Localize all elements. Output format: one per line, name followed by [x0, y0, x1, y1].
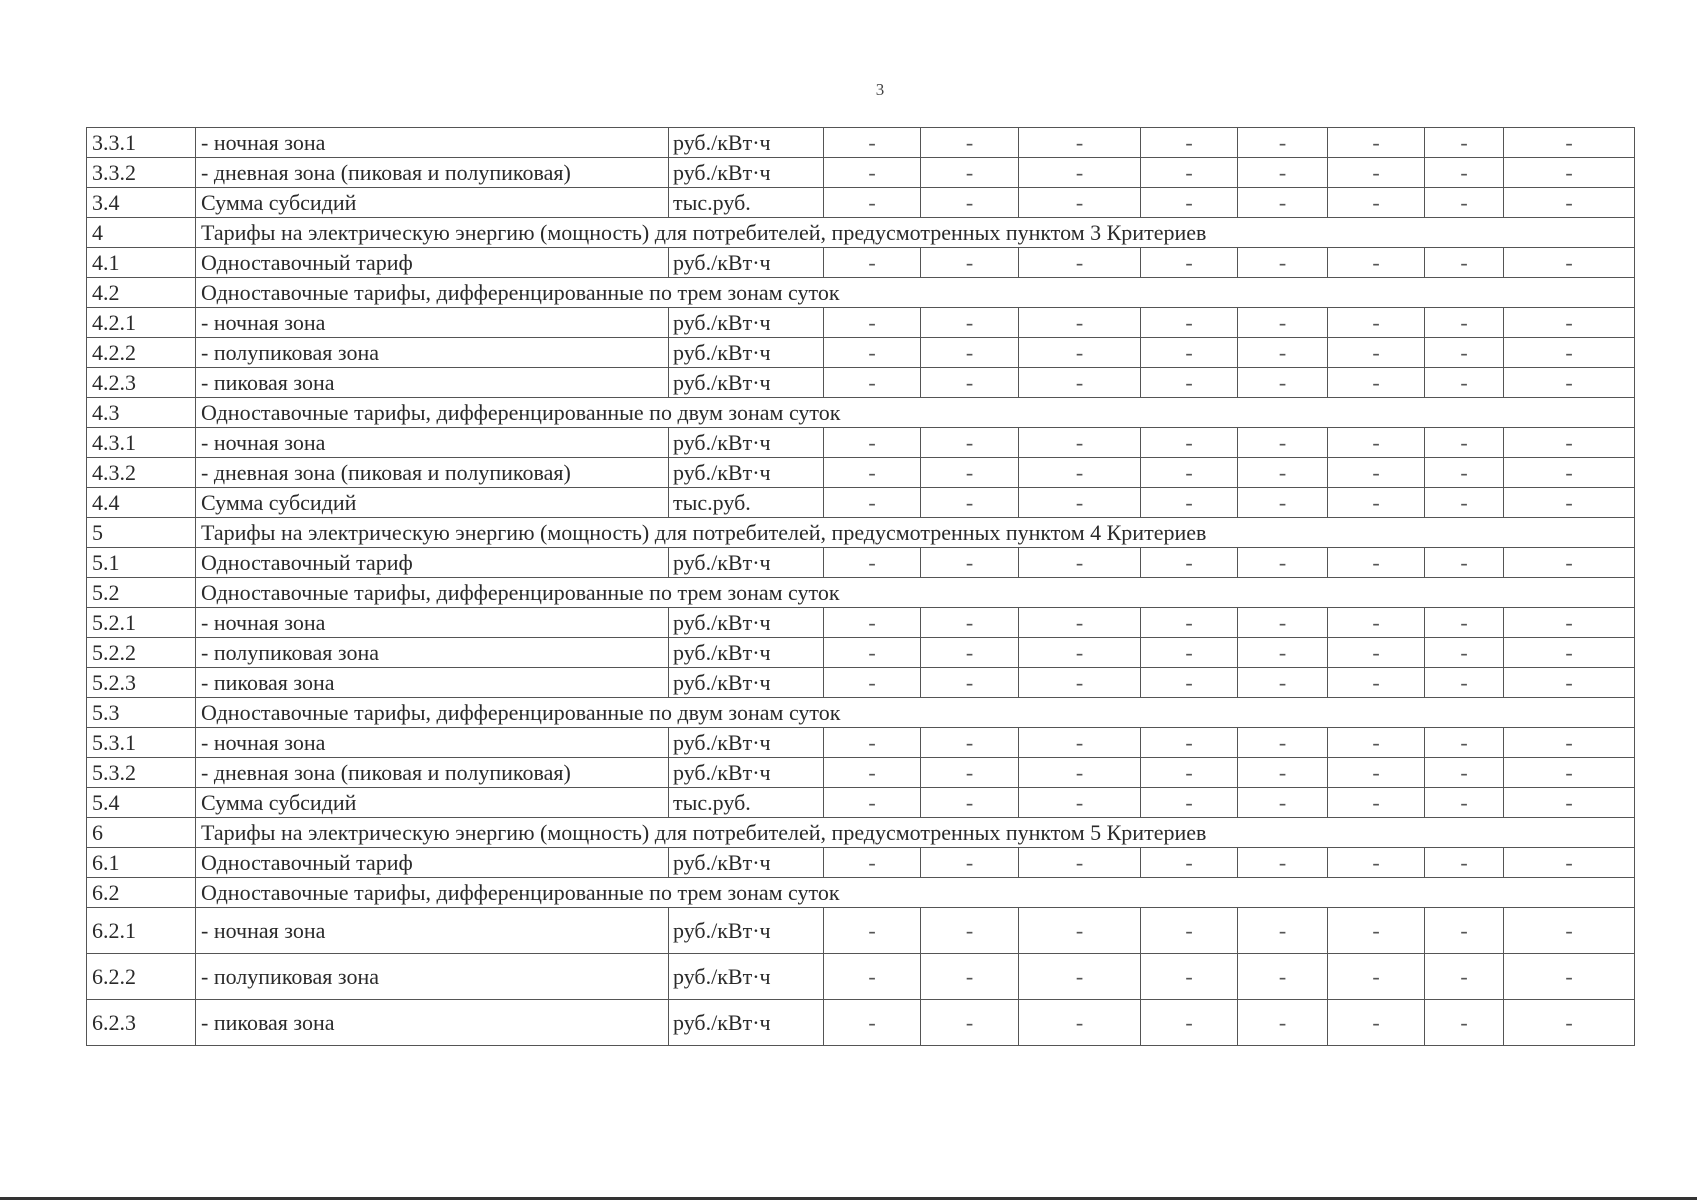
row-name: - полупиковая зона [196, 338, 669, 368]
table-row [87, 908, 1635, 954]
row-number: 6 [87, 818, 196, 848]
table-row [87, 728, 1635, 758]
value-cell: - [921, 188, 1019, 218]
value-cell: - [1238, 188, 1328, 218]
value-cell: - [1328, 158, 1425, 188]
value-cell: - [921, 908, 1019, 954]
section-row [87, 278, 1635, 308]
value-cell: - [1141, 428, 1238, 458]
tariff-table-body [87, 128, 1635, 1046]
row-number: 4.3.1 [87, 428, 196, 458]
section-title: Тарифы на электрическую энергию (мощность) для потребителей, предусмотренных пунктом 5 Критериев [196, 818, 1635, 848]
value-cell: - [824, 488, 921, 518]
value-cell: - [1425, 758, 1504, 788]
row-unit: руб./кВт·ч [669, 954, 824, 1000]
row-name: Сумма субсидий [196, 788, 669, 818]
section-title: Тарифы на электрическую энергию (мощность) для потребителей, предусмотренных пунктом 3 Критериев [196, 218, 1635, 248]
value-cell: - [1141, 788, 1238, 818]
table-row [87, 638, 1635, 668]
value-cell: - [1141, 608, 1238, 638]
value-cell: - [1504, 638, 1635, 668]
row-number: 5.3 [87, 698, 196, 728]
row-number: 4.2.1 [87, 308, 196, 338]
row-number: 3.3.2 [87, 158, 196, 188]
row-name: Одноставочный тариф [196, 548, 669, 578]
value-cell: - [1019, 428, 1141, 458]
value-cell: - [1328, 1000, 1425, 1046]
value-cell: - [824, 338, 921, 368]
section-title: Одноставочные тарифы, дифференцированные по трем зонам суток [196, 878, 1635, 908]
value-cell: - [824, 728, 921, 758]
value-cell: - [1141, 488, 1238, 518]
row-name: - ночная зона [196, 308, 669, 338]
row-unit: руб./кВт·ч [669, 458, 824, 488]
value-cell: - [1425, 908, 1504, 954]
row-name: Одноставочный тариф [196, 848, 669, 878]
row-number: 5.2.3 [87, 668, 196, 698]
value-cell: - [1425, 338, 1504, 368]
value-cell: - [1504, 428, 1635, 458]
table-row [87, 1000, 1635, 1046]
value-cell: - [824, 638, 921, 668]
row-name: - полупиковая зона [196, 954, 669, 1000]
value-cell: - [1425, 848, 1504, 878]
table-row [87, 954, 1635, 1000]
value-cell: - [1425, 368, 1504, 398]
row-number: 4.4 [87, 488, 196, 518]
table-row [87, 128, 1635, 158]
value-cell: - [1019, 368, 1141, 398]
value-cell: - [1504, 908, 1635, 954]
value-cell: - [1425, 668, 1504, 698]
value-cell: - [1425, 728, 1504, 758]
row-unit: руб./кВт·ч [669, 128, 824, 158]
value-cell: - [1019, 908, 1141, 954]
value-cell: - [1019, 488, 1141, 518]
section-title: Одноставочные тарифы, дифференцированные по двум зонам суток [196, 698, 1635, 728]
value-cell: - [1504, 1000, 1635, 1046]
value-cell: - [1328, 728, 1425, 758]
value-cell: - [1328, 428, 1425, 458]
value-cell: - [1019, 1000, 1141, 1046]
value-cell: - [1425, 308, 1504, 338]
row-name: - ночная зона [196, 608, 669, 638]
row-number: 4.2.2 [87, 338, 196, 368]
row-unit: тыс.руб. [669, 788, 824, 818]
value-cell: - [1328, 668, 1425, 698]
value-cell: - [1425, 954, 1504, 1000]
value-cell: - [921, 728, 1019, 758]
value-cell: - [921, 848, 1019, 878]
row-name: - дневная зона (пиковая и полупиковая) [196, 758, 669, 788]
table-row [87, 548, 1635, 578]
row-unit: руб./кВт·ч [669, 548, 824, 578]
row-name: Сумма субсидий [196, 488, 669, 518]
row-name: - ночная зона [196, 908, 669, 954]
row-number: 4.2.3 [87, 368, 196, 398]
row-number: 4.1 [87, 248, 196, 278]
value-cell: - [1425, 428, 1504, 458]
table-row [87, 158, 1635, 188]
value-cell: - [1504, 308, 1635, 338]
value-cell: - [1504, 368, 1635, 398]
row-number: 5.4 [87, 788, 196, 818]
section-row [87, 518, 1635, 548]
value-cell: - [1328, 608, 1425, 638]
value-cell: - [921, 458, 1019, 488]
value-cell: - [921, 428, 1019, 458]
value-cell: - [921, 548, 1019, 578]
value-cell: - [1141, 308, 1238, 338]
row-number: 4.2 [87, 278, 196, 308]
value-cell: - [1504, 248, 1635, 278]
row-number: 4 [87, 218, 196, 248]
value-cell: - [824, 428, 921, 458]
row-unit: тыс.руб. [669, 488, 824, 518]
value-cell: - [921, 248, 1019, 278]
value-cell: - [1141, 248, 1238, 278]
value-cell: - [1141, 188, 1238, 218]
value-cell: - [1238, 368, 1328, 398]
value-cell: - [1504, 758, 1635, 788]
value-cell: - [1019, 788, 1141, 818]
row-unit: руб./кВт·ч [669, 608, 824, 638]
section-title: Одноставочные тарифы, дифференцированные по трем зонам суток [196, 278, 1635, 308]
table-row [87, 308, 1635, 338]
row-number: 4.3 [87, 398, 196, 428]
value-cell: - [1238, 954, 1328, 1000]
value-cell: - [1019, 128, 1141, 158]
value-cell: - [1425, 488, 1504, 518]
row-unit: руб./кВт·ч [669, 638, 824, 668]
value-cell: - [1425, 188, 1504, 218]
value-cell: - [1238, 128, 1328, 158]
table-row [87, 338, 1635, 368]
row-name: Сумма субсидий [196, 188, 669, 218]
value-cell: - [1425, 458, 1504, 488]
section-title: Тарифы на электрическую энергию (мощность) для потребителей, предусмотренных пунктом 4 Критериев [196, 518, 1635, 548]
tariff-table [86, 127, 1635, 1046]
value-cell: - [1504, 488, 1635, 518]
value-cell: - [1238, 638, 1328, 668]
value-cell: - [824, 788, 921, 818]
value-cell: - [824, 758, 921, 788]
value-cell: - [824, 608, 921, 638]
value-cell: - [1238, 158, 1328, 188]
row-name: - ночная зона [196, 128, 669, 158]
row-unit: руб./кВт·ч [669, 1000, 824, 1046]
row-number: 6.1 [87, 848, 196, 878]
value-cell: - [921, 668, 1019, 698]
value-cell: - [1425, 1000, 1504, 1046]
row-number: 3.3.1 [87, 128, 196, 158]
table-row [87, 788, 1635, 818]
value-cell: - [824, 158, 921, 188]
value-cell: - [921, 338, 1019, 368]
table-row [87, 248, 1635, 278]
row-number: 5.1 [87, 548, 196, 578]
value-cell: - [1425, 548, 1504, 578]
table-row [87, 458, 1635, 488]
value-cell: - [921, 758, 1019, 788]
value-cell: - [1019, 608, 1141, 638]
value-cell: - [1141, 158, 1238, 188]
section-row [87, 218, 1635, 248]
section-row [87, 398, 1635, 428]
value-cell: - [1238, 908, 1328, 954]
page-number: 3 [875, 80, 885, 99]
row-unit: руб./кВт·ч [669, 758, 824, 788]
value-cell: - [824, 368, 921, 398]
row-unit: руб./кВт·ч [669, 428, 824, 458]
section-row [87, 818, 1635, 848]
value-cell: - [824, 188, 921, 218]
row-unit: руб./кВт·ч [669, 668, 824, 698]
value-cell: - [1019, 848, 1141, 878]
value-cell: - [921, 488, 1019, 518]
value-cell: - [1141, 128, 1238, 158]
value-cell: - [921, 788, 1019, 818]
value-cell: - [1019, 668, 1141, 698]
value-cell: - [1504, 728, 1635, 758]
value-cell: - [1328, 954, 1425, 1000]
value-cell: - [1238, 848, 1328, 878]
section-row [87, 578, 1635, 608]
row-number: 5.2 [87, 578, 196, 608]
value-cell: - [1238, 308, 1328, 338]
value-cell: - [1425, 158, 1504, 188]
value-cell: - [921, 158, 1019, 188]
value-cell: - [1141, 954, 1238, 1000]
value-cell: - [1504, 338, 1635, 368]
value-cell: - [824, 128, 921, 158]
row-unit: тыс.руб. [669, 188, 824, 218]
value-cell: - [1328, 188, 1425, 218]
value-cell: - [1328, 908, 1425, 954]
value-cell: - [824, 848, 921, 878]
value-cell: - [1238, 758, 1328, 788]
value-cell: - [1141, 1000, 1238, 1046]
row-name: - пиковая зона [196, 368, 669, 398]
value-cell: - [1504, 788, 1635, 818]
value-cell: - [1141, 908, 1238, 954]
section-row [87, 878, 1635, 908]
value-cell: - [1238, 548, 1328, 578]
value-cell: - [1425, 128, 1504, 158]
row-number: 6.2.3 [87, 1000, 196, 1046]
value-cell: - [824, 668, 921, 698]
value-cell: - [1328, 788, 1425, 818]
value-cell: - [1238, 668, 1328, 698]
value-cell: - [1019, 338, 1141, 368]
table-row [87, 848, 1635, 878]
section-title: Одноставочные тарифы, дифференцированные по трем зонам суток [196, 578, 1635, 608]
row-name: - пиковая зона [196, 1000, 669, 1046]
row-number: 5.2.1 [87, 608, 196, 638]
value-cell: - [921, 128, 1019, 158]
value-cell: - [921, 954, 1019, 1000]
value-cell: - [824, 908, 921, 954]
row-name: - дневная зона (пиковая и полупиковая) [196, 158, 669, 188]
value-cell: - [1238, 788, 1328, 818]
value-cell: - [1504, 128, 1635, 158]
value-cell: - [1019, 188, 1141, 218]
value-cell: - [1019, 308, 1141, 338]
value-cell: - [1504, 668, 1635, 698]
table-row [87, 428, 1635, 458]
value-cell: - [1328, 368, 1425, 398]
value-cell: - [1328, 758, 1425, 788]
value-cell: - [1504, 608, 1635, 638]
section-row [87, 698, 1635, 728]
value-cell: - [1141, 548, 1238, 578]
value-cell: - [1504, 458, 1635, 488]
value-cell: - [824, 458, 921, 488]
value-cell: - [824, 1000, 921, 1046]
value-cell: - [1019, 158, 1141, 188]
table-row [87, 188, 1635, 218]
value-cell: - [1328, 848, 1425, 878]
value-cell: - [1238, 728, 1328, 758]
value-cell: - [824, 548, 921, 578]
value-cell: - [1425, 608, 1504, 638]
value-cell: - [1141, 848, 1238, 878]
value-cell: - [1328, 458, 1425, 488]
value-cell: - [1141, 758, 1238, 788]
table-row [87, 668, 1635, 698]
value-cell: - [1238, 338, 1328, 368]
row-number: 5 [87, 518, 196, 548]
value-cell: - [1425, 788, 1504, 818]
value-cell: - [1141, 458, 1238, 488]
value-cell: - [921, 638, 1019, 668]
table-row [87, 758, 1635, 788]
value-cell: - [1141, 668, 1238, 698]
row-number: 4.3.2 [87, 458, 196, 488]
value-cell: - [1019, 548, 1141, 578]
value-cell: - [1238, 458, 1328, 488]
row-number: 6.2 [87, 878, 196, 908]
value-cell: - [1019, 638, 1141, 668]
value-cell: - [1238, 1000, 1328, 1046]
value-cell: - [1238, 488, 1328, 518]
value-cell: - [1019, 248, 1141, 278]
table-row [87, 368, 1635, 398]
value-cell: - [921, 308, 1019, 338]
value-cell: - [1504, 548, 1635, 578]
value-cell: - [1141, 728, 1238, 758]
row-unit: руб./кВт·ч [669, 908, 824, 954]
row-name: - ночная зона [196, 728, 669, 758]
value-cell: - [1328, 548, 1425, 578]
value-cell: - [1141, 638, 1238, 668]
value-cell: - [1019, 954, 1141, 1000]
value-cell: - [1504, 188, 1635, 218]
value-cell: - [1238, 248, 1328, 278]
row-unit: руб./кВт·ч [669, 248, 824, 278]
row-unit: руб./кВт·ч [669, 338, 824, 368]
row-unit: руб./кВт·ч [669, 368, 824, 398]
table-row [87, 488, 1635, 518]
value-cell: - [1141, 368, 1238, 398]
row-number: 5.3.2 [87, 758, 196, 788]
value-cell: - [824, 248, 921, 278]
row-unit: руб./кВт·ч [669, 308, 824, 338]
value-cell: - [824, 308, 921, 338]
row-unit: руб./кВт·ч [669, 848, 824, 878]
row-number: 6.2.1 [87, 908, 196, 954]
value-cell: - [921, 608, 1019, 638]
row-name: Одноставочный тариф [196, 248, 669, 278]
value-cell: - [824, 954, 921, 1000]
value-cell: - [1504, 848, 1635, 878]
value-cell: - [1328, 488, 1425, 518]
value-cell: - [1328, 638, 1425, 668]
value-cell: - [1328, 308, 1425, 338]
row-name: - ночная зона [196, 428, 669, 458]
value-cell: - [921, 1000, 1019, 1046]
section-title: Одноставочные тарифы, дифференцированные по двум зонам суток [196, 398, 1635, 428]
value-cell: - [1328, 248, 1425, 278]
row-unit: руб./кВт·ч [669, 728, 824, 758]
value-cell: - [1425, 638, 1504, 668]
row-number: 5.3.1 [87, 728, 196, 758]
row-number: 3.4 [87, 188, 196, 218]
row-name: - полупиковая зона [196, 638, 669, 668]
value-cell: - [1328, 338, 1425, 368]
value-cell: - [1328, 128, 1425, 158]
row-number: 6.2.2 [87, 954, 196, 1000]
value-cell: - [1019, 458, 1141, 488]
value-cell: - [1425, 248, 1504, 278]
table-row [87, 608, 1635, 638]
value-cell: - [1141, 338, 1238, 368]
value-cell: - [1019, 728, 1141, 758]
value-cell: - [921, 368, 1019, 398]
row-name: - дневная зона (пиковая и полупиковая) [196, 458, 669, 488]
value-cell: - [1238, 428, 1328, 458]
row-unit: руб./кВт·ч [669, 158, 824, 188]
value-cell: - [1238, 608, 1328, 638]
value-cell: - [1504, 954, 1635, 1000]
value-cell: - [1019, 758, 1141, 788]
row-number: 5.2.2 [87, 638, 196, 668]
row-name: - пиковая зона [196, 668, 669, 698]
value-cell: - [1504, 158, 1635, 188]
